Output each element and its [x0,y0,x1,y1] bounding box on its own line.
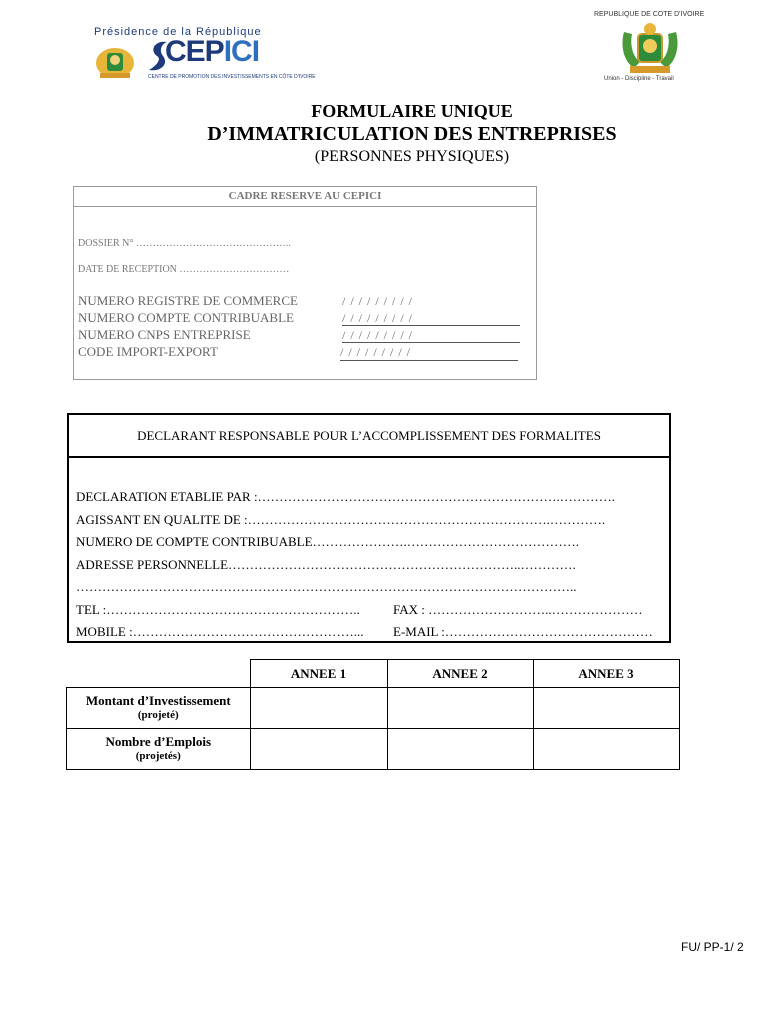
cell-emplois-annee-1[interactable] [250,729,387,770]
cepici-logo-text: CEPICI [165,35,260,68]
row-label-emplois: Nombre d’Emplois (projetés) [67,729,251,770]
compte-contribuable-label: NUMERO COMPTE CONTRIBUABLE [78,310,294,325]
mobile-field[interactable]: MOBILE :……………………………………………... [76,624,364,639]
table-row [67,729,680,770]
code-import-export-label: CODE IMPORT-EXPORT [78,344,218,359]
email-field[interactable]: E-MAIL :………………………………………… [393,624,653,639]
fax-field[interactable]: FAX : ………………………..………………… [393,602,643,617]
page-reference: FU/ PP-1/ 2 [681,940,744,954]
date-reception-field[interactable]: DATE DE RECEPTION …………………………… [78,264,290,275]
declarant-frame [67,413,671,643]
registre-commerce-boxes[interactable]: / / / / / / / / / [342,294,414,308]
tel-field[interactable]: TEL :………………………………………………….. [76,602,360,617]
col-header-annee-1: ANNEE 1 [250,660,387,688]
title-line-2: D’IMMATRICULATION DES ENTREPRISES [207,123,617,145]
declarant-heading: DECLARANT RESPONSABLE POUR L’ACCOMPLISSEMENT DES FORMALITES [69,415,669,458]
cell-investissement-annee-3[interactable] [533,688,679,729]
cell-emplois-annee-3[interactable] [533,729,679,770]
col-header-annee-3: ANNEE 3 [533,660,679,688]
table-row [67,688,680,729]
registre-commerce-label: NUMERO REGISTRE DE COMMERCE [78,293,298,308]
cnps-entreprise-boxes[interactable]: / / / / / / / / / [342,328,414,342]
compte-contribuable-field[interactable]: NUMERO DE COMPTE CONTRIBUABLE………………….…………………………………. [76,534,580,549]
republique-text: REPUBLIQUE DE COTE D'IVOIRE [594,11,705,18]
declaration-etablie-par-field[interactable]: DECLARATION ETABLIE PAR :…………………………………………………………….…………. [76,489,616,504]
title-line-1: FORMULAIRE UNIQUE [311,101,513,121]
adresse-personnelle-field[interactable]: ADRESSE PERSONNELLE…………………………………………………………..…………. [76,557,576,572]
row-label-investissement: Montant d’Investissement (projeté) [67,688,251,729]
presidence-text: Présidence de la République [94,26,262,38]
col-header-annee-2: ANNEE 2 [387,660,533,688]
cell-investissement-annee-1[interactable] [250,688,387,729]
coat-of-arms-left-logo [94,43,136,81]
cepici-tagline: CENTRE DE PROMOTION DES INVESTISSEMENTS EN CÔTE D'IVOIRE [148,74,316,80]
table-corner [67,660,251,688]
coat-of-arms-right-logo [618,22,682,76]
devise-text: Union - Discipline - Travail [604,76,674,82]
cnps-entreprise-label: NUMERO CNPS ENTREPRISE [78,327,251,342]
investment-table [66,659,680,770]
agissant-qualite-field[interactable]: AGISSANT EN QUALITE DE :…………………………………………………………….…………. [76,512,606,527]
title-line-3: (PERSONNES PHYSIQUES) [314,148,510,165]
dossier-field[interactable]: DOSSIER N° ……………………………………….. [78,238,291,249]
compte-contribuable-boxes[interactable]: / / / / / / / / / [342,311,414,325]
code-import-export-boxes[interactable]: / / / / / / / / / [340,345,412,359]
cell-emplois-annee-2[interactable] [387,729,533,770]
cell-investissement-annee-2[interactable] [387,688,533,729]
adresse-continuation-field[interactable]: …………………………………………………………………………………………………….. [76,579,577,594]
reserved-frame [73,186,537,380]
reserved-heading: CADRE RESERVE AU CEPICI [74,187,536,207]
